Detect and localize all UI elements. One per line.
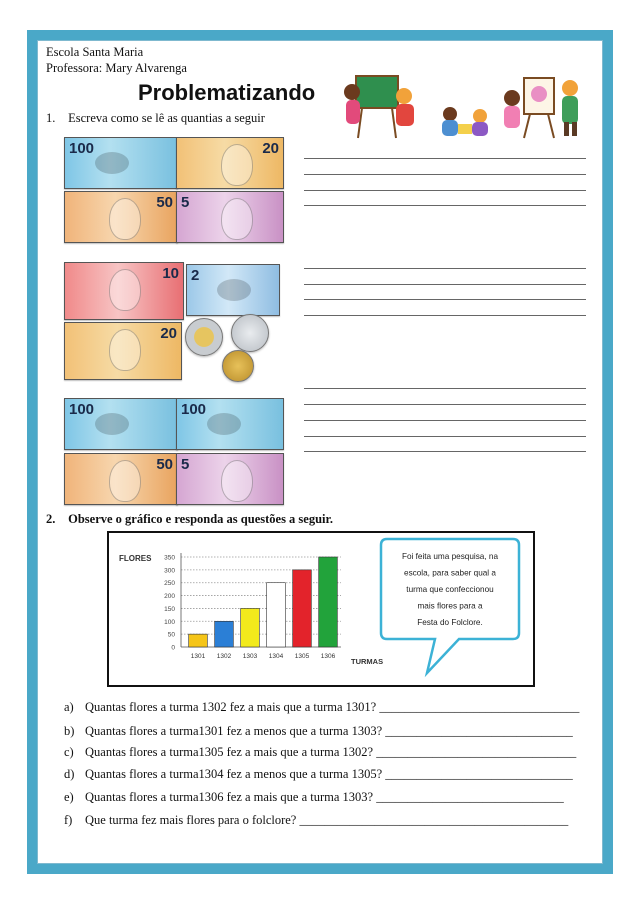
banknote-20: 20 bbox=[176, 137, 284, 189]
question-2-item-c: c) Quantas flores a turma1305 fez a mais que a turma 1302? ________________________________ bbox=[64, 745, 577, 759]
teacher-name: Professora: Mary Alvarenga bbox=[46, 61, 187, 75]
banknote-2: 2 bbox=[186, 264, 280, 316]
answer-line[interactable] bbox=[304, 158, 586, 159]
answer-line[interactable] bbox=[304, 451, 586, 452]
coin-silver bbox=[231, 314, 269, 352]
question-2-item-e: e) Quantas flores a turma1306 fez a mais que a turma 1303? ______________________________ bbox=[64, 790, 564, 804]
question-2-item-a: a) Quantas flores a turma 1302 fez a mais que a turma 1301? ________________________________ bbox=[64, 700, 580, 714]
question-2-item-f: f) Que turma fez mais flores para o folclore? ___________________________________________ bbox=[64, 813, 569, 827]
answer-line[interactable] bbox=[304, 205, 586, 206]
school-name: Escola Santa Maria bbox=[46, 45, 144, 59]
answer-line[interactable] bbox=[304, 315, 586, 316]
answer-line[interactable] bbox=[304, 284, 586, 285]
y-tick-label: 150 bbox=[164, 605, 175, 613]
answer-line[interactable] bbox=[304, 436, 586, 437]
x-tick-label: 1302 bbox=[216, 653, 232, 660]
y-tick-label: 300 bbox=[164, 567, 175, 575]
y-tick-label: 100 bbox=[164, 618, 175, 626]
x-tick-label: 1304 bbox=[268, 653, 284, 660]
page-title: Problematizando bbox=[138, 80, 316, 105]
chart-box bbox=[107, 531, 535, 687]
banknote-100: 100 bbox=[64, 137, 178, 189]
y-tick-label: 250 bbox=[164, 580, 175, 588]
answer-line[interactable] bbox=[304, 420, 586, 421]
x-tick-label: 1305 bbox=[294, 653, 310, 660]
x-axis-label: TURMAS bbox=[351, 657, 384, 666]
flowers-bar-chart bbox=[109, 533, 533, 685]
answer-line[interactable] bbox=[304, 388, 586, 389]
answer-line[interactable] bbox=[304, 404, 586, 405]
y-tick-label: 50 bbox=[167, 631, 175, 639]
question-1 bbox=[46, 111, 265, 126]
answer-line[interactable] bbox=[304, 268, 586, 269]
speech-bubble-text: Foi feita uma pesquisa, na escola, para saber qual a turma que confeccionou mais flores para a Festa do Folclore. bbox=[401, 552, 499, 627]
question-1-number: 1. bbox=[46, 111, 56, 125]
bar-1301 bbox=[189, 634, 208, 647]
question-2-item-d: d) Quantas flores a turma1304 fez a menos que a turma 1305? ______________________________ bbox=[64, 767, 573, 781]
bar-1304 bbox=[267, 583, 286, 647]
bar-1306 bbox=[319, 557, 338, 647]
bar-1302 bbox=[215, 621, 234, 647]
x-tick-label: 1301 bbox=[190, 653, 206, 660]
banknote-50-third: 50 bbox=[64, 453, 178, 505]
y-axis-label: FLORES bbox=[119, 554, 152, 563]
banknote-50: 50 bbox=[64, 191, 178, 243]
banknote-20-second: 20 bbox=[64, 322, 182, 380]
coin-1-real bbox=[185, 318, 223, 356]
x-tick-label: 1306 bbox=[320, 653, 336, 660]
x-tick-label: 1303 bbox=[242, 653, 258, 660]
question-2-number: 2. bbox=[46, 512, 56, 526]
answer-line[interactable] bbox=[304, 190, 586, 191]
y-tick-label: 200 bbox=[164, 593, 175, 601]
banknote-10: 10 bbox=[64, 262, 184, 320]
coin-gold bbox=[222, 350, 254, 382]
answer-line[interactable] bbox=[304, 174, 586, 175]
banknote-5-third: 5 bbox=[176, 453, 284, 505]
question-1-text: Escreva como se lê as quantias a seguir bbox=[68, 111, 265, 125]
banknote-100-third-b: 100 bbox=[176, 398, 284, 450]
question-2 bbox=[46, 512, 333, 527]
answer-line[interactable] bbox=[304, 299, 586, 300]
y-tick-label: 0 bbox=[171, 644, 175, 652]
question-2-text: Observe o gráfico e responda as questões a seguir. bbox=[68, 512, 334, 526]
bar-1303 bbox=[241, 608, 260, 647]
bar-1305 bbox=[293, 570, 312, 647]
banknote-5: 5 bbox=[176, 191, 284, 243]
children-painting-illustration bbox=[338, 72, 586, 140]
question-2-item-b: b) Quantas flores a turma1301 fez a menos que a turma 1303? ______________________________ bbox=[64, 724, 573, 738]
banknote-100-third-a: 100 bbox=[64, 398, 178, 450]
y-tick-label: 350 bbox=[164, 554, 175, 562]
